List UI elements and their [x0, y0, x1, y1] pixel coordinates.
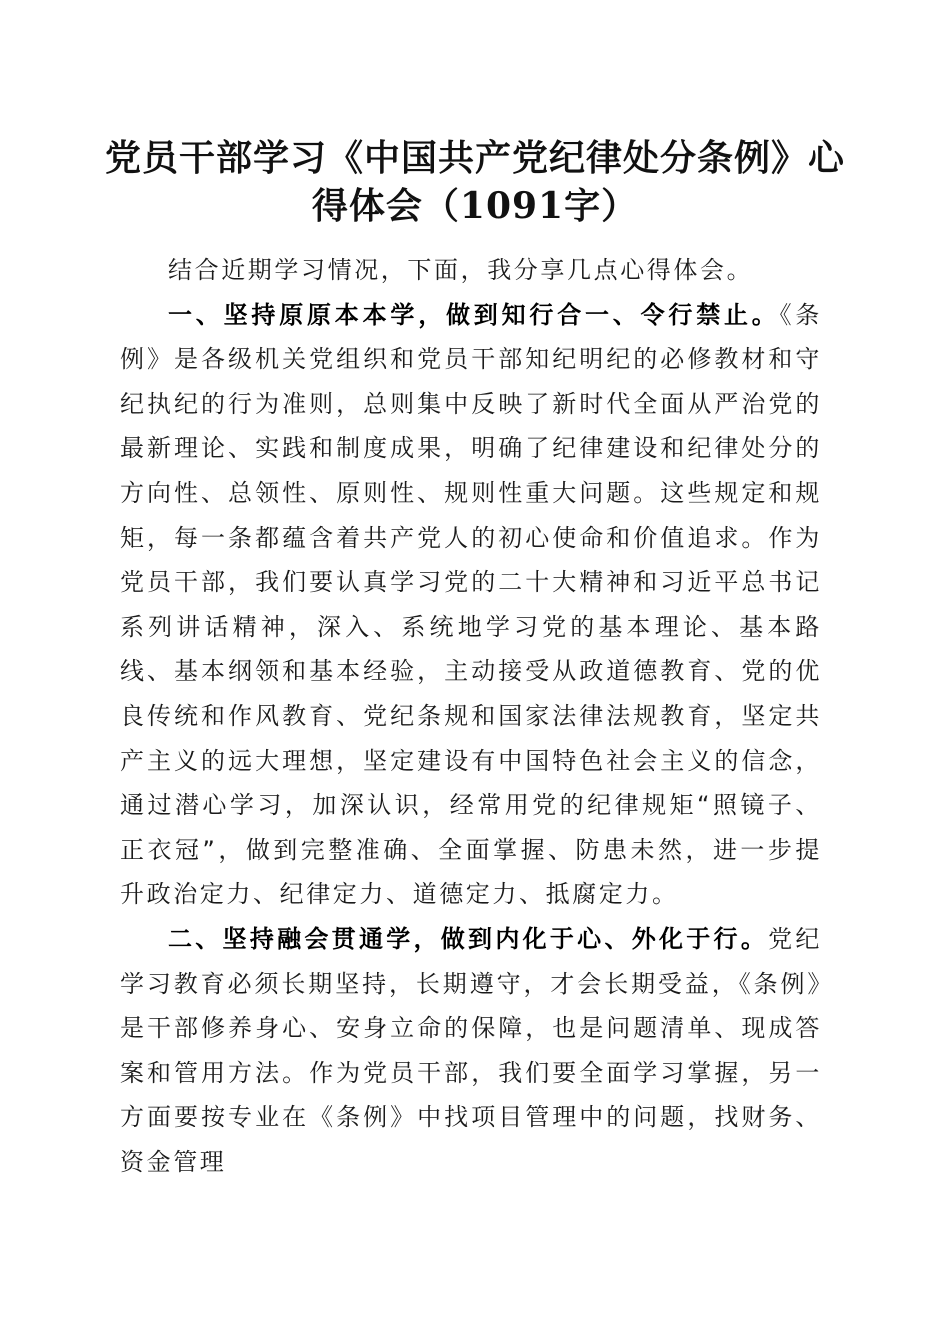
document-title: 党员干部学习《中国共产党纪律处分条例》心得体会（1091字） [104, 137, 845, 227]
section-paragraph-2 [120, 917, 822, 1185]
section-text-1: 《条例》是各级机关党组织和党员干部知纪明纪的必修教材和守纪执纪的行为准则，总则集中反映了新时代全面从严治党的最新理论、实践和制度成果，明确了纪律建设和纪律处分的方向性、总领性、原则性、规则性重大问题。这些规定和规矩，每一条都蕴含着共产党人的初心使命和价值追求。作为党员干部，我们要认真学习党的二十大精神和习近平总书记系列讲话精神，深入、系统地学习党的基本理论、基本路线、基本纲领和基本经验，主动接受从政道德教育、党的优良传统和作风教育、党纪条规和国家法律法规教育，坚定共产主义的远大理想，坚定建设有中国特色社会主义的信念，通过潜心学习，加深认识，经常用党的纪律规矩“照镜子、正衣冠”，做到完整准确、全面掌握、防患未然，进一步提升政治定力、纪律定力、道德定力、抵腐定力。 [120, 300, 822, 909]
intro-paragraph: 结合近期学习情况，下面，我分享几点心得体会。 [168, 256, 754, 284]
section-text-2: 党纪学习教育必须长期坚持，长期遵守，才会长期受益，《条例》是干部修养身心、安身立命的保障，也是问题清单、现成答案和管用方法。作为党员干部，我们要全面学习掌握，另一方面要按专业在《条例》中找项目管理中的问题，找财务、资金管理 [120, 924, 823, 1176]
section-heading-2: 二、坚持融会贯通学，做到内化于心、外化于行。 [168, 924, 769, 953]
section-paragraph-1 [120, 293, 822, 917]
section-heading-1: 一、坚持原原本本学，做到知行合一、令行禁止。 [168, 300, 780, 329]
document-body [120, 248, 822, 1184]
